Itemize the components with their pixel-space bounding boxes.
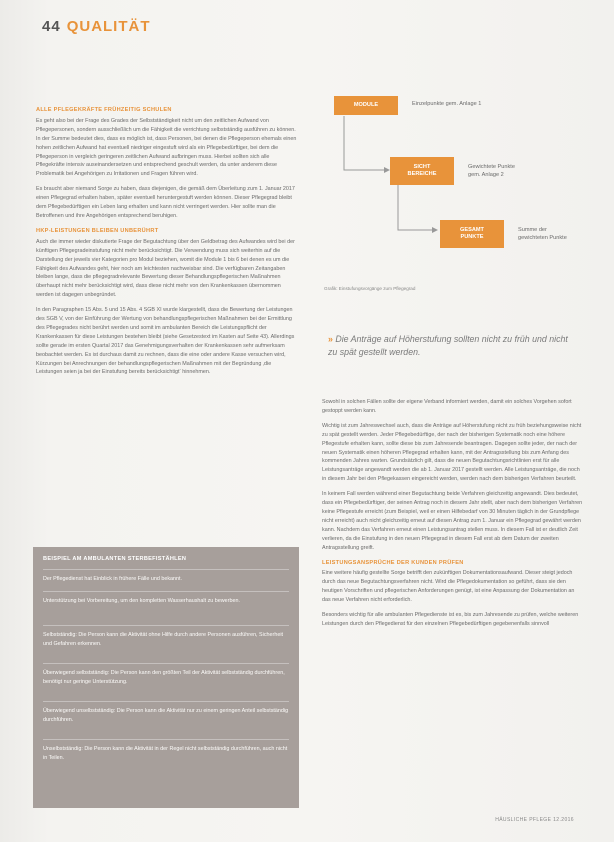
- paragraph: Es geht also bei der Frage des Grades der Selbstständigkeit nicht um den zeitlichen Aufwand von Pflegepersonen, sondern ausschließlich um die Fähigkeit die verrichtung selbstständig ausführen zu können. In der Summe bedeutet dies, dass es möglich ist, dass Personen, bei denen die Pflegeperson ehemals einen hohen zeitlichen Aufwand hat eventuell niedriger eingestuft wird als ein Pflegebedürftiger, bei dem die Pflegeperson in vergleich geringeren zeitlichen Aufwand aufbringen muss. Hierbei sollten sich alle Pflegekräfte intensiv auseinandersetzen und entsprechend geschult werden, da unter anderem diese Problematik bei Angehörigen zu Irritationen und Fragen führen wird.: [36, 117, 297, 178]
- diagram-box-module: MODULE: [334, 96, 398, 115]
- example-box-title: BEISPIEL AM AMBULANTEN STERBEFISTÄHLEN: [43, 556, 187, 562]
- diagram-label-2-line2: gem. Anlage 2: [468, 171, 504, 178]
- divider: [43, 591, 289, 592]
- example-box: [33, 547, 299, 808]
- heading-leistungsansprueche: LEISTUNGSANSPRÜCHE DER KUNDEN PRÜFEN: [322, 559, 464, 566]
- example-item: Selbstständig: Die Person kann die Aktivität ohne Hilfe durch andere Personen ausführen, Sicherheit und Gefahren erkennen.: [43, 632, 284, 647]
- diagram-label-3-line1: Summe der: [518, 227, 547, 233]
- diagram-label-2: [468, 164, 515, 179]
- heading-hkp: HKP-LEISTUNGEN BLEIBEN UNBERÜHRT: [36, 227, 159, 234]
- heading-schulen: ALLE PFLEGEKRÄFTE FRÜHZEITIG SCHULEN: [36, 107, 172, 113]
- example-item: Überwiegend unselbstständig: Die Person kann die Aktivität nur zu einem geringen Anteil selbstständig durchführen.: [43, 708, 289, 723]
- diagram-box-2-line1: SICHT: [413, 164, 431, 170]
- diagram-box-bereiche: [390, 157, 454, 185]
- divider: [43, 701, 289, 702]
- paragraph: Sowohl in solchen Fällen sollte der eigene Verband informiert werden, damit ein solches Vorgehen sofort gestoppt werden kann.: [322, 399, 572, 414]
- paragraph: Auch die immer wieder diskutierte Frage der Begutachtung über den Geldbetrag des Aufwandes wird bei der künftigen Pflegegradeinstufung nicht mehr berücksichtigt. Die Verwendung muss sich weiterhin auf die Darstellung der jeweils vier Kategorien pro Modul beziehen, womit die Module 1 bis 6 bei denen es um die Fähigkeit des Aufwandes geht, hier noch am leichtesten nachweisbar sind. Die verfügbaren Zeitangaben bleiben lange, dass die pflegegradrelevante Bewertung dieser Behandlungspflegerischen Maßnahmen überhaupt nicht mehr berücksichtigt wird, dass diese nicht mehr von den Krankenkassen übernommen werden ist dagegen unbegründet.: [36, 238, 295, 299]
- divider: [43, 663, 289, 664]
- diagram-caption: Grafik: Einstufungsvorgänge zum Pflegegrad: [324, 286, 416, 291]
- diagram-label-1: Einzelpunkte gem. Anlage 1: [412, 101, 482, 107]
- paragraph: Wichtig ist zum Jahreswechsel auch, dass die Anträge auf Höherstufung nicht zu früh beziehungsweise nicht zu spät gestellt werden. Jeder Pflegebedürftige, der nach der bisherigen Systematik noch eine höhere Pflegestufe erhalten kann, sollte diese bis zum Jahresende beantragen. Dagegen sollte jeder, der nach der neuen Systematik einen höheren Pflegegrad erhalten kann, mit der Antragsstellung bis zum Anfang des kommenden Jahres warten. Grundsätzlich gilt, dass die neuen Begutachtungsrichtlinien erst für alle Leistungsanträge angewandt werden die ab 1. Januar 2017 gestellt werden. Alle Leistungsanträge, die noch in diesem Jahr bei den Pflegekassen eingereicht werden, werden nach dem bisherigen Verfahren beurteilt.: [322, 422, 582, 483]
- diagram-box-3-line2: PUNKTE: [460, 234, 484, 240]
- paragraph: In den Paragraphen 15 Abs. 5 und 15 Abs. 4 SGB XI wurde klargestellt, dass die Bewertung der Leistungen des SGB V, von der Einführung der Wertung von behandlungspflegerischen Maßnahmen bei der Ermittlung des Pflegegrades nicht berührt werden und somit im ambulanten Bereich die Leistungspflicht der Krankenkassen für diese Leistungen bestehen bleibt (siehe Gesetzestext im Kasten auf Seite 43). Allerdings sollte gerade im ersten Quartal 2017 das Genehmigungsverhalten der Krankenkassen sehr aufmerksam beobachtet werden. Es ist durchaus damit zu rechnen, dass die eine oder andere Kasse versuchen wird, Kürzungen bei Anrechnungen der behandlungspflegerischen Maßnahmen mit der Begründung ‚die Leistungen seien ja bei der Einstufung bereits berücksichtigt‘ hinnehmen.: [36, 307, 295, 376]
- diagram-label-3: [518, 227, 567, 242]
- quote-mark: »: [328, 334, 333, 344]
- diagram-box-2-line2: BEREICHE: [407, 171, 437, 177]
- quote-text: Die Anträge auf Höherstufung sollten nicht zu früh und nicht zu spät gestellt werden.: [328, 334, 568, 357]
- diagram-connectors: [320, 90, 590, 290]
- example-item: Unterstützung bei Vorbereitung, um den kompletten Wasserhaushalt zu bewerben.: [43, 598, 240, 604]
- page-number: 44: [42, 18, 61, 35]
- section-title: QUALITÄT: [66, 18, 151, 35]
- paragraph: In keinem Fall werden während einer Begutachtung beide Verfahren gleichzeitig angewandt. Dies bedeutet, dass ein Pflegebedürftiger, der seinen Antrag noch in diesem Jahr stellt, aber nach dem bisherigen Verfahren keine Pflegestufe erreicht (zum Beispiel, weil er einen Hilfebedarf von 30 Minuten täglich in der Grundpflege nicht erreicht) auch nicht gleichzeitig erneut auf diesen Antrag zum 1. Januar ein Pflegegrad gewährt werden kann. Nachdem das Verfahren erneut einen Leistungsantrag stellen muss. In diesem Fall ist er deutlich Zeit verlieren, da die Einstufung in den neuen Pflegegrad in diesem Fall erst ab dem Datum der zweiten Antragsstellung greift.: [322, 491, 583, 551]
- divider: [43, 625, 289, 626]
- paragraph: Eine weitere häufig gestellte Sorge betrifft den zukünftigen Dokumentationsaufwand. Dieser steigt jedoch durch das neue Begutachtungsverfahren nicht. Wird die Pflegedokumentation so geführt, dass sie den heutigen Vorschriften und pflegerischen Anforderungen genügt, ist eine Anpassung der Dokumentation an das neue Verfahren nicht erforderlich.: [322, 570, 575, 604]
- example-item: Überwiegend selbstständig: Die Person kann den größten Teil der Aktivität selbstständig durchführen, benötigt nur geringe Unterstützung.: [43, 670, 285, 685]
- right-column: [322, 398, 584, 635]
- paragraph: Es braucht aber niemand Sorge zu haben, dass diejenigen, die gemäß dem Überleitung zum 1. Januar 2017 einen Pflegegrad erhalten haben, später eventuell heruntergestuft werden können. Dieser Pflegegrad bleibt dem Pflegebedürftigen ein Leben lang erhalten und kann nicht verringert werden. Hier sollte man die Betroffenen und ihre Angehörigen entsprechend beruhigen.: [36, 186, 295, 219]
- pull-quote: [328, 333, 578, 359]
- page-footer: HÄUSLICHE PFLEGE 12.2016: [495, 817, 574, 823]
- left-column: [36, 106, 298, 383]
- divider: [43, 569, 289, 570]
- example-item: Der Pflegedienst hat Einblick in frühere Fälle und bekannt.: [43, 576, 183, 582]
- diagram-label-3-line2: gewichteten Punkte: [518, 234, 567, 241]
- divider: [43, 739, 289, 740]
- diagram-box-3-line1: GESAMT: [460, 227, 484, 233]
- diagram-label-2-line1: Gewichtete Punkte: [468, 164, 515, 170]
- page-header: [42, 18, 151, 35]
- diagram-box-gesamtpunkte: [440, 220, 504, 248]
- example-item: Unselbstständig: Die Person kann die Aktivität in der Regel nicht selbstständig durchführen, auch nicht in Teilen.: [43, 746, 288, 761]
- paragraph: Besonders wichtig für alle ambulanten Pflegedienste ist es, bis zum Jahresende zu prüfen, welche weiteren Leistungen durch den Pflegedienst für den einzelnen Pflegebedürftigen gegebenenfalls sinnvoll: [322, 612, 579, 627]
